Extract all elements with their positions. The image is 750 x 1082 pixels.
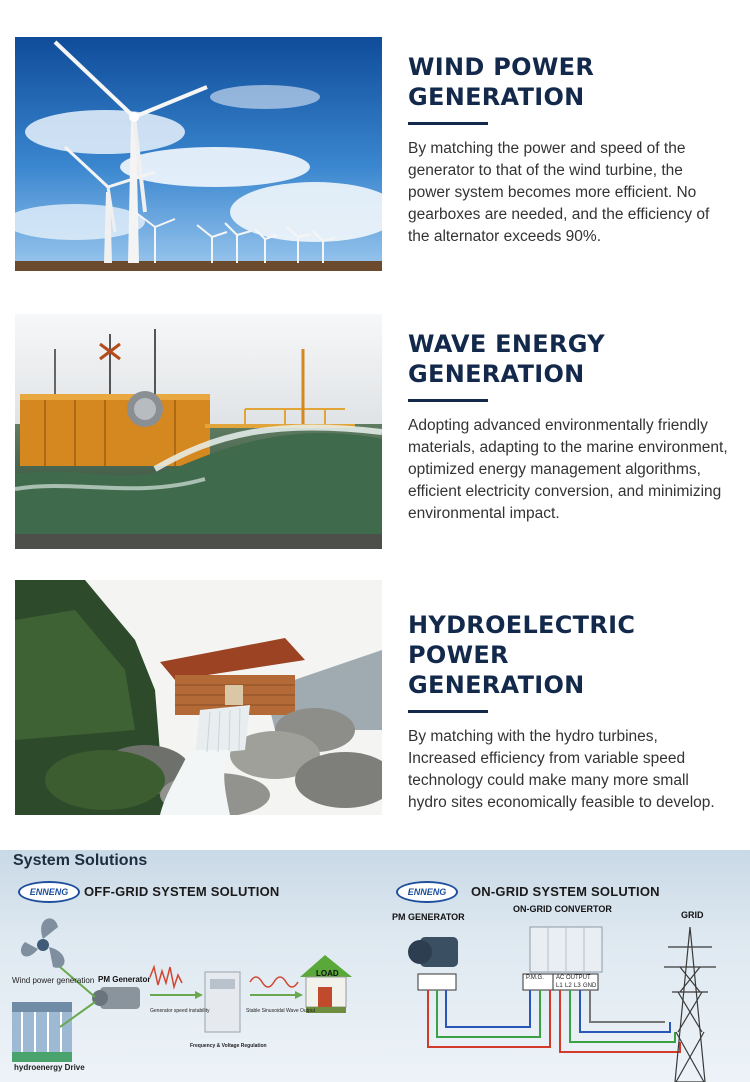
- pm-generator-icon: [92, 987, 140, 1009]
- hydro-heading-line2: GENERATION: [408, 671, 585, 699]
- wave-text: [408, 329, 728, 525]
- offgrid-diagram: [0, 907, 360, 1082]
- wave-description: Adopting advanced environmentally friendly materials, adapting to the marine environment, optimized energy management algorithms, efficient electricity conversion, and minimizing environmental impact.: [408, 417, 728, 522]
- ongrid-title: ON-GRID SYSTEM SOLUTION: [471, 884, 660, 899]
- wave-heading: WAVE ENERGY GENERATION: [408, 330, 605, 388]
- wind-description: By matching the power and speed of the generator to that of the wind turbine, the power system becomes more efficient. No gearboxes are needed, and the efficiency of the alternator exceeds 90%.: [408, 140, 710, 245]
- grid-pylon-icon: [664, 927, 716, 1082]
- wind-heading-underline: [408, 122, 488, 125]
- hydro-heading-line1: HYDROELECTRIC POWER: [408, 611, 636, 669]
- wind-heading: WIND POWER GENERATION: [408, 53, 595, 111]
- stable-sine-label: Stable Sinusoidal Wave Output: [246, 1008, 316, 1014]
- terminal-l2: L2: [565, 983, 572, 989]
- hydro-section: [0, 570, 750, 840]
- wind-fan-icon: [21, 918, 65, 967]
- hydro-heading-underline: [408, 710, 488, 713]
- speed-instability-label: Generator speed instability: [150, 1008, 210, 1014]
- hydro-description: By matching with the hydro turbines, Increased efficiency from variable speed technology could make many more small hydro sites economically feasible to develop.: [408, 728, 715, 811]
- convertor-cabinet-icon: [530, 927, 602, 972]
- wind-text: [408, 52, 728, 248]
- system-solutions-title: System Solutions: [13, 852, 148, 869]
- wind-turbines-photo: [15, 37, 382, 271]
- terminal-l1: L1: [556, 983, 563, 989]
- load-house-icon: [300, 955, 352, 1013]
- terminal-l3: L3: [574, 983, 581, 989]
- ongrid-pm-generator-label: PM GENERATOR: [392, 912, 465, 922]
- ac-output-label: AC OUTPUT: [556, 975, 591, 981]
- offgrid-title: OFF-GRID SYSTEM SOLUTION: [84, 884, 280, 899]
- enneng-logo-ongrid: ENNENG: [396, 881, 458, 903]
- system-solutions-banner: [0, 850, 750, 1082]
- wave-heading-underline: [408, 399, 488, 402]
- wave-section: [0, 290, 750, 570]
- hydro-text: [408, 610, 728, 814]
- hydro-heading: [408, 610, 728, 700]
- wave-energy-photo: [15, 314, 382, 549]
- pmg-label: P.M.G.: [526, 975, 544, 981]
- hydroelectric-photo: [15, 580, 382, 815]
- terminal-gnd: GND: [583, 983, 597, 989]
- ongrid-convertor-label: ON-GRID CONVERTOR: [513, 904, 612, 914]
- grid-label: GRID: [681, 910, 704, 920]
- wind-section: [0, 0, 750, 290]
- enneng-logo-offgrid: ENNENG: [18, 881, 80, 903]
- load-label: LOAD: [316, 969, 339, 978]
- regulation-label: Frequency & Voltage Regulation: [190, 1043, 267, 1049]
- ongrid-generator-icon: [408, 937, 458, 967]
- ongrid-diagram: [390, 922, 750, 1082]
- hydro-drive-label: hydroenergy Drive: [14, 1063, 85, 1072]
- wind-power-label: Wind power generation: [12, 976, 95, 985]
- hydro-dam-icon: [12, 1002, 72, 1062]
- pm-generator-label: PM Generator: [98, 975, 151, 984]
